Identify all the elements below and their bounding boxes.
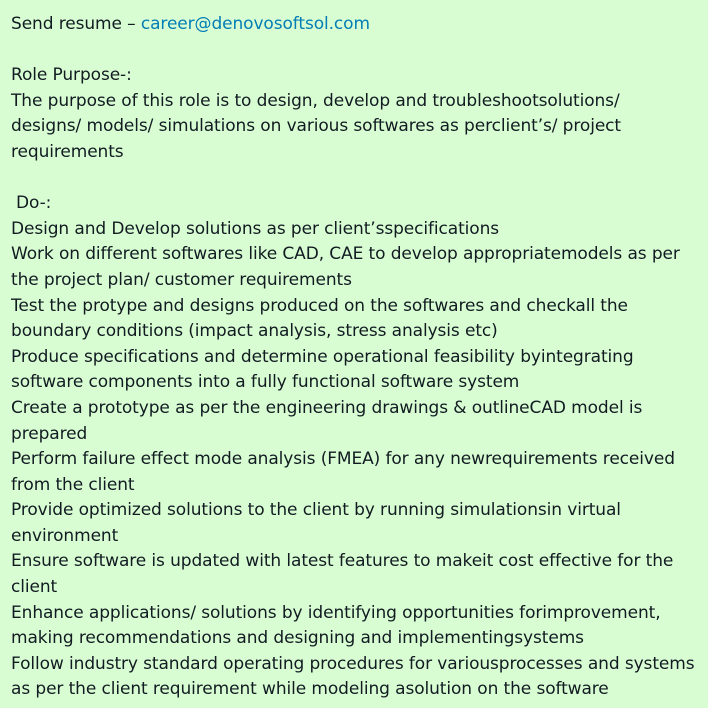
- do-list-item-line: Work on different softwares like CAD, CAE to develop appropriatemodels as per: [11, 244, 680, 265]
- do-list-item-line: Create a prototype as per the engineering drawings & outlineCAD model is: [11, 397, 643, 418]
- do-list-item-line: client: [11, 577, 58, 598]
- do-list-item-line: software components into a fully functional software system: [11, 372, 520, 393]
- spacer: [11, 38, 697, 64]
- do-list-item: [11, 447, 697, 498]
- do-list-item-line: Design and Develop solutions as per client’sspecifications: [11, 218, 499, 239]
- do-list-item-line: as per the client requirement while modeling asolution on the software: [11, 679, 609, 700]
- do-list-item-line: Provide optimized solutions to the client by running simulationsin virtual: [11, 500, 621, 521]
- do-list-item-line: prepared: [11, 423, 88, 444]
- role-purpose-line: The purpose of this role is to design, develop and troubleshootsolutions/: [11, 90, 620, 111]
- do-list-item: [11, 601, 697, 652]
- do-list-item: [11, 549, 697, 600]
- do-list-item-line: boundary conditions (impact analysis, stress analysis etc): [11, 321, 498, 342]
- spacer: [11, 166, 697, 192]
- do-list-item-line: the project plan/ customer requirements: [11, 269, 352, 290]
- do-list-item-line: from the client: [11, 474, 135, 495]
- email-link[interactable]: career@denovosoftsol.com: [140, 14, 370, 34]
- do-list-item-line: Ensure software is updated with latest features to makeit cost effective for the: [11, 551, 674, 572]
- do-list-item: [11, 294, 697, 345]
- contact-line: [11, 12, 697, 38]
- contact-prefix: Send resume –: [11, 14, 141, 34]
- do-list: [11, 217, 697, 703]
- do-list-item-line: Test the protype and designs produced on the softwares and checkall the: [11, 295, 628, 316]
- do-list-item-line: making recommendations and designing and implementingsystems: [11, 628, 584, 649]
- do-list-item-line: environment: [11, 525, 119, 546]
- do-list-item: [11, 345, 697, 396]
- do-list-item-line: Enhance applications/ solutions by identifying opportunities forimprovement,: [11, 602, 661, 623]
- do-list-item: [11, 217, 697, 243]
- do-list-item: [11, 652, 697, 703]
- do-list-item: [11, 498, 697, 549]
- do-heading: Do-:: [16, 193, 52, 214]
- do-list-item-line: Produce specifications and determine operational feasibility byintegrating: [11, 346, 634, 367]
- do-list-item: [11, 242, 697, 293]
- do-list-item-line: Perform failure effect mode analysis (FMEA) for any newrequirements received: [11, 449, 675, 470]
- role-purpose-heading: Role Purpose-:: [11, 65, 132, 86]
- do-list-item-line: Follow industry standard operating procedures for variousprocesses and systems: [11, 653, 695, 674]
- do-list-item: [11, 396, 697, 447]
- role-purpose-line: designs/ models/ simulations on various softwares as perclient’s/ project: [11, 116, 621, 137]
- role-purpose-line: requirements: [11, 141, 124, 162]
